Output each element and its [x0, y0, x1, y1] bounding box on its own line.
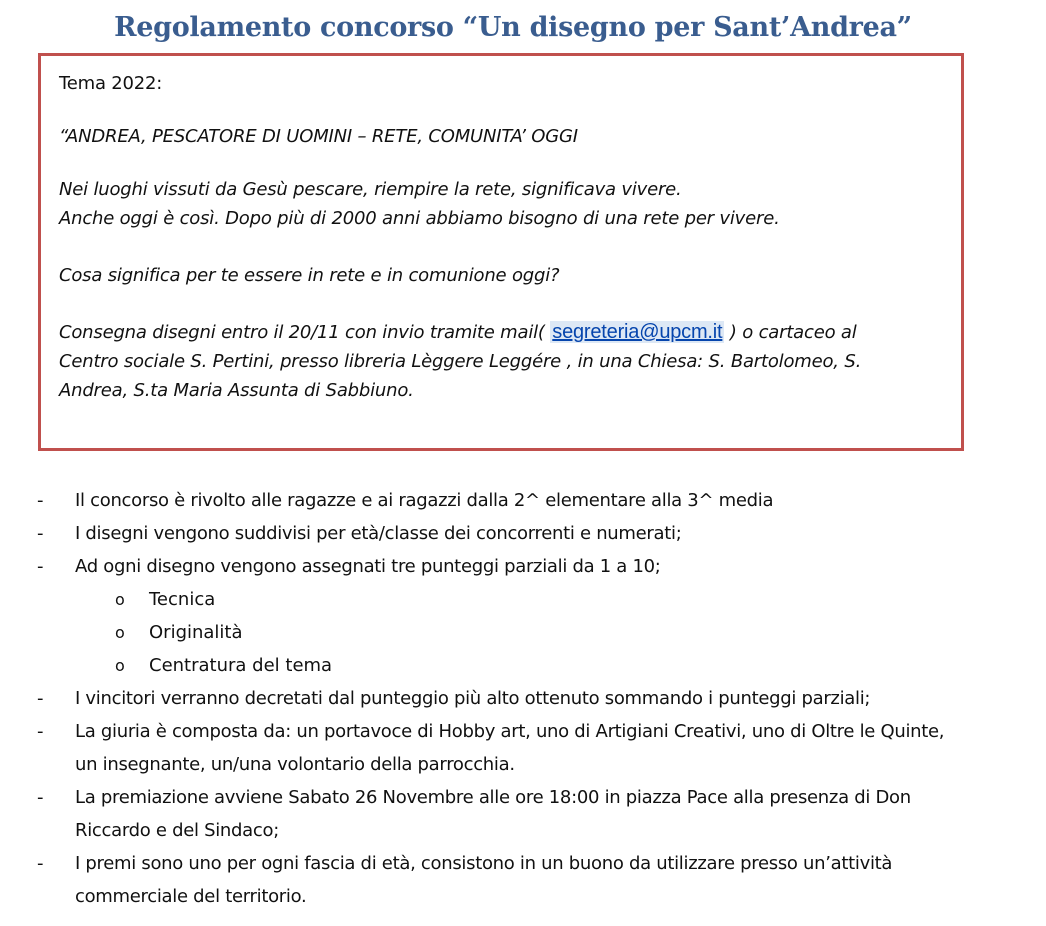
circle-bullet: o: [115, 590, 125, 609]
rules-list: [0, 484, 1046, 913]
dash-bullet: -: [37, 556, 44, 577]
theme-label: Tema 2022:: [59, 73, 163, 94]
email-link[interactable]: segreteria@upcm.it: [552, 321, 723, 343]
circle-bullet: o: [115, 656, 125, 675]
theme-question: Cosa significa per te essere in rete e in comunione oggi?: [59, 265, 560, 286]
sub-item-text: Tecnica: [149, 589, 216, 610]
rule-text-line-1: La giuria è composta da: un portavoce di Hobby art, uno di Artigiani Creativi, uno di Oltre le Quinte,: [75, 721, 945, 742]
sub-item: [0, 583, 1046, 616]
dash-bullet: -: [37, 688, 44, 709]
delivery-line-1: [59, 320, 857, 345]
rule-text-line-2: commerciale del territorio.: [75, 886, 307, 907]
rule-text: I vincitori verranno decretati dal punteggio più alto ottenuto sommando i punteggi parziali;: [75, 688, 871, 709]
rule-text: Ad ogni disegno vengono assegnati tre punteggi parziali da 1 a 10;: [75, 556, 661, 577]
rule-text: Il concorso è rivolto alle ragazze e ai ragazzi dalla 2^ elementare alla 3^ media: [75, 490, 774, 511]
sub-item-text: Centratura del tema: [149, 655, 333, 676]
sub-item: [0, 649, 1046, 682]
theme-paragraph-line-1: Nei luoghi vissuti da Gesù pescare, riempire la rete, significava vivere.: [59, 179, 682, 200]
rule-item: [0, 517, 1046, 550]
rule-item: [0, 484, 1046, 517]
delivery-line-2: Centro sociale S. Pertini, presso libreria Lèggere Leggére , in una Chiesa: S. Bartolomeo, S.: [59, 351, 862, 372]
delivery-prefix: Consegna disegni entro il 20/11 con invio tramite mail(: [59, 322, 551, 343]
rule-item: [0, 781, 1046, 847]
rule-item: [0, 550, 1046, 583]
sub-item: [0, 616, 1046, 649]
rule-text-line-2: Riccardo e del Sindaco;: [75, 820, 279, 841]
theme-paragraph-line-2: Anche oggi è così. Dopo più di 2000 anni abbiamo bisogno di una rete per vivere.: [59, 208, 780, 229]
rule-item: [0, 847, 1046, 913]
rule-text-line-1: I premi sono uno per ogni fascia di età, consistono in un buono da utilizzare presso un’attività: [75, 853, 893, 874]
dash-bullet: -: [37, 787, 44, 808]
dash-bullet: -: [37, 853, 44, 874]
circle-bullet: o: [115, 623, 125, 642]
rule-text-line-1: La premiazione avviene Sabato 26 Novembre alle ore 18:00 in piazza Pace alla presenza di Don: [75, 787, 911, 808]
sub-item-text: Originalità: [149, 622, 243, 643]
rule-text-line-2: un insegnante, un/una volontario della parrocchia.: [75, 754, 515, 775]
theme-box: [38, 53, 964, 451]
delivery-suffix: ) o cartaceo al: [724, 322, 857, 343]
rule-item: [0, 715, 1046, 781]
delivery-line-3: Andrea, S.ta Maria Assunta di Sabbiuno.: [59, 380, 414, 401]
document-title: Regolamento concorso “Un disegno per Sant’Andrea”: [114, 12, 912, 43]
theme-heading: “ANDREA, PESCATORE DI UOMINI – RETE, COMUNITA’ OGGI: [59, 126, 578, 147]
dash-bullet: -: [37, 721, 44, 742]
rule-item: [0, 682, 1046, 715]
rule-text: I disegni vengono suddivisi per età/classe dei concorrenti e numerati;: [75, 523, 682, 544]
dash-bullet: -: [37, 523, 44, 544]
dash-bullet: -: [37, 490, 44, 511]
